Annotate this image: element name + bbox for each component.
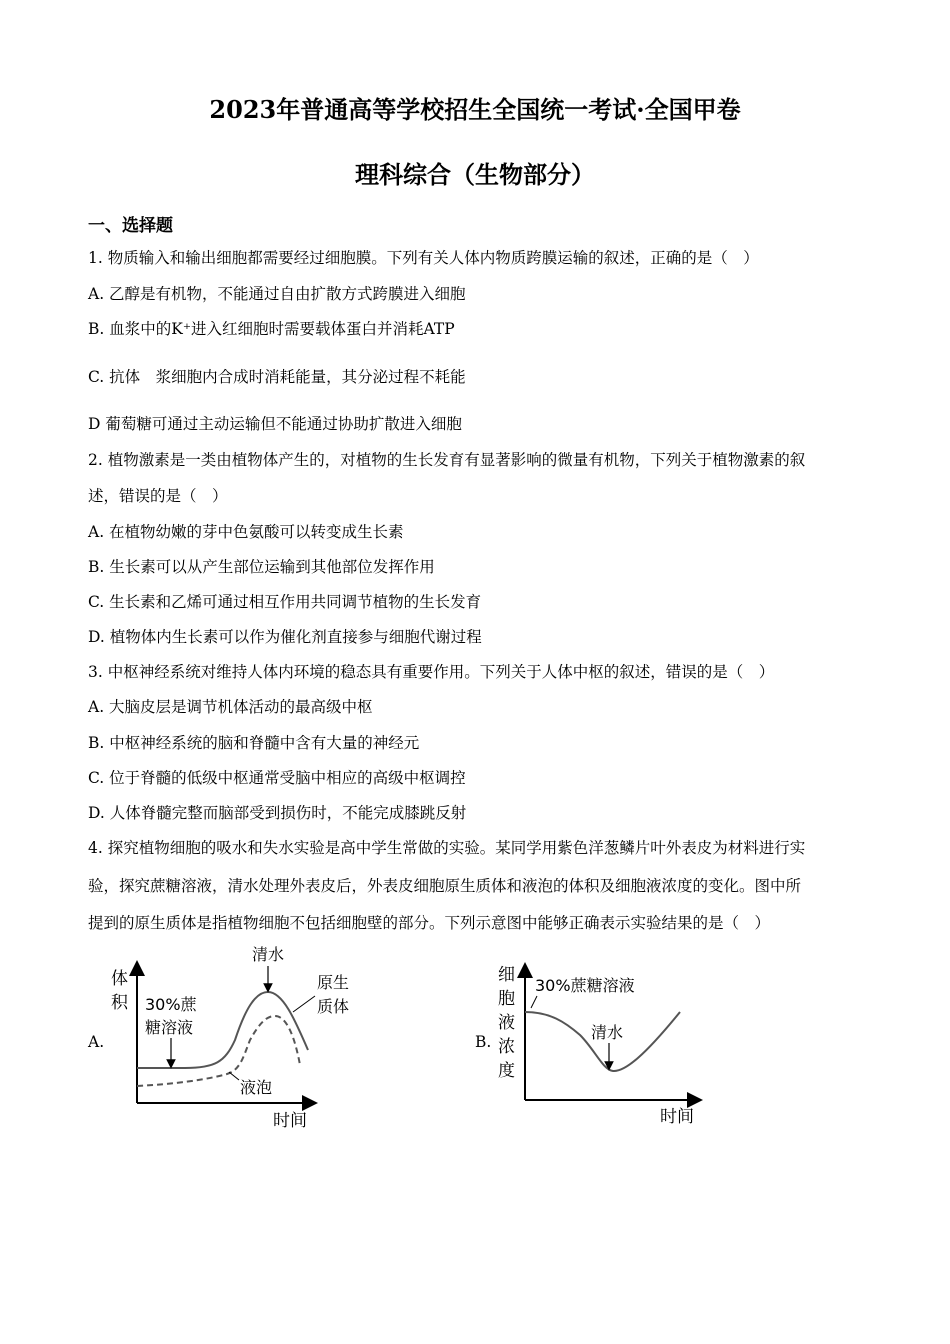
q3-option-b: B. 中枢神经系统的脑和脊髓中含有大量的神经元: [88, 734, 420, 752]
figure-a-ylabel-2: 积: [111, 993, 128, 1013]
q1-option-c: C. 抗体 浆细胞内合成时消耗能量，其分泌过程不耗能: [88, 368, 466, 386]
section-heading: 一、选择题: [88, 216, 173, 236]
figure-a-ylabel-1: 体: [111, 969, 128, 989]
q3-option-c: C. 位于脊髓的低级中枢通常受脑中相应的高级中枢调控: [88, 769, 466, 787]
q2-option-b: B. 生长素可以从产生部位运输到其他部位发挥作用: [88, 558, 435, 576]
q1-option-d: D 葡萄糖可通过主动运输但不能通过协助扩散进入细胞: [88, 415, 462, 433]
figure-b-label: B.: [475, 1033, 492, 1051]
figure-b-ylabel-5: 度: [498, 1061, 515, 1081]
q2-stem-line2: 述，错误的是（ ）: [88, 487, 228, 505]
figure-a-label: A.: [88, 1033, 105, 1051]
figure-b-xlabel: 时间: [660, 1107, 694, 1127]
figure-a-protoplast-label-2: 质体: [317, 997, 350, 1016]
q2-option-a: A. 在植物幼嫩的芽中色氨酸可以转变成生长素: [88, 523, 404, 541]
figure-b-ylabel-2: 胞: [498, 989, 515, 1009]
q3-stem: 3. 中枢神经系统对维持人体内环境的稳态具有重要作用。下列关于人体中枢的叙述，错误的是（ ）: [88, 663, 775, 681]
figure-a-vacuole-label: 液泡: [240, 1078, 273, 1097]
figure-b-ylabel-1: 细: [498, 965, 515, 985]
q4-stem-line3: 提到的原生质体是指植物细胞不包括细胞壁的部分。下列示意图中能够正确表示实验结果的是（ ）: [88, 914, 771, 932]
q1-option-b: B. 血浆中的K⁺进入红细胞时需要载体蛋白并消耗ATP: [88, 320, 455, 338]
q1-option-a: A. 乙醇是有机物，不能通过自由扩散方式跨膜进入细胞: [88, 285, 466, 303]
q2-stem-line1: 2. 植物激素是一类由植物体产生的，对植物的生长发育有显著影响的微量有机物，下列关于植物激素的叙: [88, 451, 806, 469]
figure-b-sucrose-leader: [531, 996, 537, 1008]
exam-title: 2023年普通高等学校招生全国统一考试·全国甲卷: [209, 95, 741, 124]
figure-a-diagram: [105, 940, 445, 1140]
q4-stem-line2: 验，探究蔗糖溶液，清水处理外表皮后，外表皮细胞原生质体和液泡的体积及细胞液浓度的变化。图中所: [88, 877, 802, 895]
figure-a-sucrose-label-2: 糖溶液: [145, 1018, 194, 1037]
figure-b-sucrose-label: 30%蔗糖溶液: [535, 976, 635, 995]
figure-b-ylabel-3: 液: [498, 1013, 515, 1033]
q1-stem: 1. 物质输入和输出细胞都需要经过细胞膜。下列有关人体内物质跨膜运输的叙述，正确的是（ ）: [88, 249, 759, 267]
q3-option-d: D. 人体脊髓完整而脑部受到损伤时，不能完成膝跳反射: [88, 804, 467, 822]
exam-subtitle: 理科综合（生物部分）: [355, 160, 595, 189]
q2-option-d: D. 植物体内生长素可以作为催化剂直接参与细胞代谢过程: [88, 628, 482, 646]
figure-a-xlabel: 时间: [273, 1111, 307, 1131]
figure-a-sucrose-label-1: 30%蔗: [145, 995, 197, 1014]
q4-stem-line1: 4. 探究植物细胞的吸水和失水实验是高中学生常做的实验。某同学用紫色洋葱鳞片叶外表皮为材料进行实: [88, 839, 806, 857]
figure-b-diagram: [495, 950, 735, 1140]
q2-option-c: C. 生长素和乙烯可通过相互作用共同调节植物的生长发育: [88, 593, 482, 611]
figure-a-protoplast-label-1: 原生: [317, 973, 350, 992]
figure-b-ylabel-4: 浓: [498, 1037, 515, 1057]
figure-a-vacuole-leader: [229, 1072, 239, 1080]
figure-b-water-label: 清水: [591, 1023, 624, 1042]
figure-a-water-label: 清水: [252, 945, 285, 964]
figure-a-protoplast-leader: [293, 996, 315, 1012]
q3-option-a: A. 大脑皮层是调节机体活动的最高级中枢: [88, 698, 373, 716]
